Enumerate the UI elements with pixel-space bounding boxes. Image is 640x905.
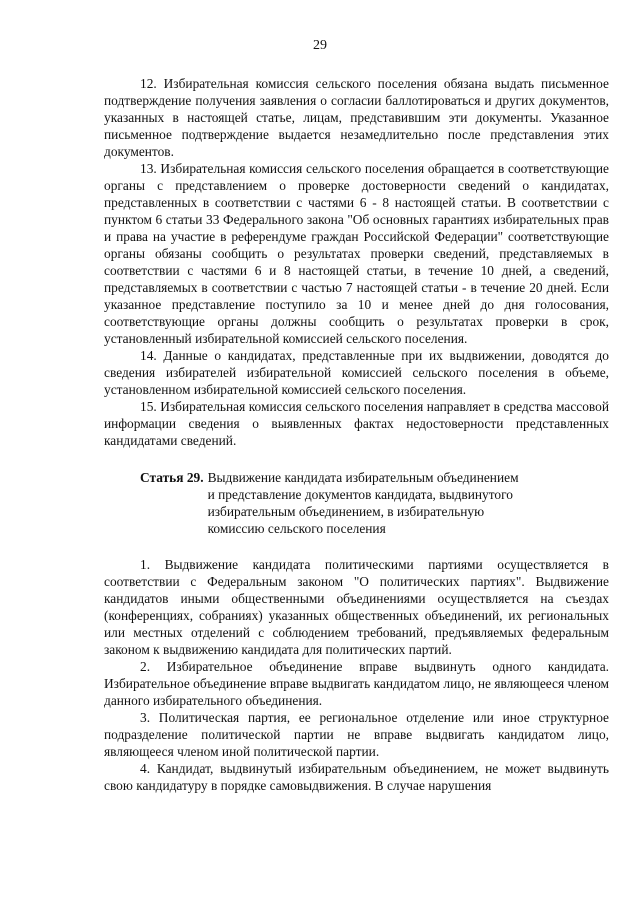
- paragraph-15: 15. Избирательная комиссия сельского поселения направляет в средства массовой информации сведения о выявленных фактах недостоверности представленных кандидатами сведений.: [104, 399, 609, 448]
- article-title-line: комиссию сельского поселения: [207, 521, 386, 536]
- document-body: [104, 75, 609, 794]
- paragraph-14: 14. Данные о кандидатах, представленные при их выдвижении, доводятся до сведения избирателей избирательной комиссией сельского поселения в объеме, установленном избирательной комиссией сельского поселения.: [104, 348, 609, 397]
- article-title-line: и представление документов кандидата, выдвинутого: [207, 487, 513, 502]
- page-number: 29: [313, 38, 327, 53]
- article-paragraph-3: 3. Политическая партия, ее региональное отделение или иное структурное подразделение политической партии не вправе выдвигать кандидатом лицо, являющееся членом иной политической партии.: [104, 710, 609, 759]
- article-paragraph-2: 2. Избирательное объединение вправе выдвинуть одного кандидата. Избирательное объединение вправе выдвигать кандидатом лицо, не являющееся членом данного избирательного объединения.: [104, 659, 609, 708]
- article-paragraph-4: 4. Кандидат, выдвинутый избирательным объединением, не может выдвинуть свою кандидатуру в порядке самовыдвижения. В случае нарушения: [104, 761, 609, 793]
- article-number: Статья 29.: [140, 470, 204, 485]
- article-title-line: избирательным объединением, в избирательную: [207, 504, 485, 519]
- article-title: [208, 469, 519, 537]
- paragraph-12: 12. Избирательная комиссия сельского поселения обязана выдать письменное подтверждение получения заявления о согласии баллотироваться и других документов, указанных в настоящей статье, лицам, представившим эти документы. Указанное письменное подтверждение выдается незамедлительно после представления этих документов.: [104, 76, 609, 159]
- article-heading: [104, 469, 609, 537]
- article-title-line: Выдвижение кандидата избирательным объединением: [207, 470, 519, 485]
- paragraph-13: 13. Избирательная комиссия сельского поселения обращается в соответствующие органы с представлением о проверке достоверности сведений о кандидатах, представленных в соответствии с частями 6 - 8 настоящей статьи. В соответствии с пунктом 6 статьи 33 Федерального закона "Об основных гарантиях избирательных прав и права на участие в референдуме граждан Российской Федерации" соответствующие органы обязаны сообщить о результатах проверки сведений, представляемых в соответствии с частями 6 и 8 настоящей статьи, в течение 10 дней, а сведений, представляемых в соответствии с частью 7 настоящей статьи - в течение 20 дней. Если указанное представление поступило за 10 и менее дней до дня голосования, соответствующие органы должны сообщить о результатах проверки в срок, установленный избирательной комиссией сельского поселения.: [104, 161, 609, 346]
- article-paragraph-1: 1. Выдвижение кандидата политическими партиями осуществляется в соответствии с Федеральным законом "О политических партиях". Выдвижение кандидатов иными общественными объединениями осуществляется на съездах (конференциях, собраниях) указанных общественных объединений, их региональных или местных отделений с соблюдением требований, предъявляемых федеральным законом к выдвижению кандидата для политических партий.: [104, 557, 609, 657]
